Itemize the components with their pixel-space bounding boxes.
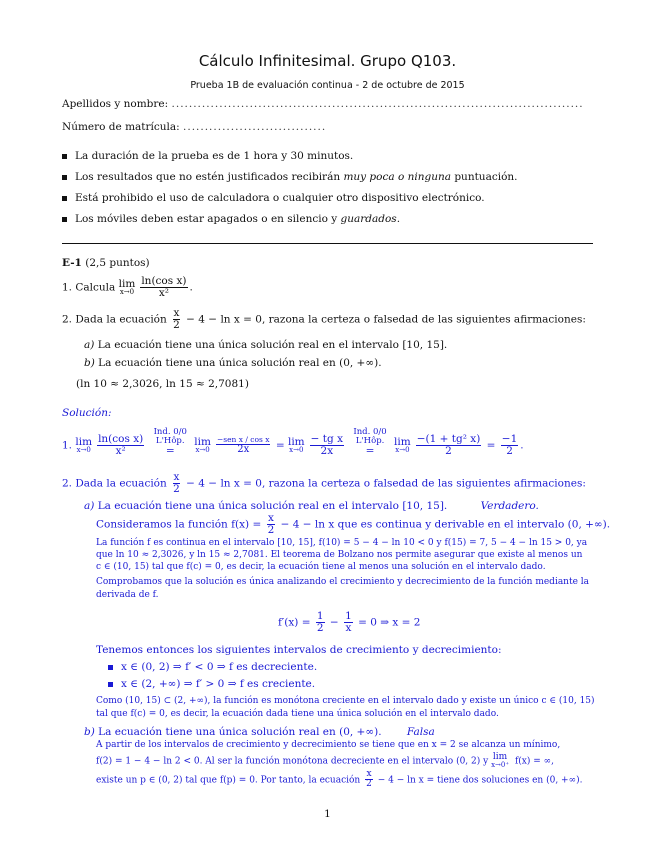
limit-expr: lim x→0 (194, 435, 211, 455)
bullet-icon (108, 682, 113, 687)
limit-expr: lim x→0 (118, 277, 136, 297)
page-title: Cálculo Infinitesimal. Grupo Q103. (198, 52, 457, 70)
rule-text: Está prohibido el uso de calculadora o cualquier otro dispositivo electrónico. (75, 192, 485, 204)
q2-number: 2. (62, 313, 73, 326)
bullet-icon (62, 217, 67, 222)
bullet-icon (62, 196, 67, 201)
rule-item (62, 171, 518, 183)
q1-number: 1. (62, 281, 73, 294)
name-label: Apellidos y nombre: (62, 98, 169, 110)
rule-emphasis: muy poca o ninguna (343, 171, 451, 183)
s1-frac: $\frac{\text{−(1 + tg² x)}}{2}$ (416, 432, 481, 457)
divider (62, 243, 593, 244)
q2-text: Dada la ecuación (75, 313, 167, 326)
question-2 (62, 308, 586, 331)
solution-heading: Solución: (62, 407, 112, 419)
name-line (62, 98, 584, 110)
solution-b-header: b) La ecuación tiene una única solución real en (0, +∞). Falsa (84, 726, 435, 738)
solution-a-p2: La función f es continua en el intervalo [10, 15], f(10) = 5 − 4 − ln 10 < 0 y f(15) = 7, 5 − 4 − ln 15 > 0, ya que ln 10 ≈ 2,3026, y ln 15 ≈ 2,7081. El teorema de Bolzano nos permite asegurar que existe al menos un c ∈ (10, 15) tal que f(c) = 0, es decir, la ecuación tiene al menos una solución en el intervalo dado. (96, 538, 588, 572)
solution-b-l1: A partir de los intervalos de crecimiento y decrecimiento se tiene que en x = 2 se alcanza un mínimo, (96, 740, 561, 750)
id-dots: ................................. (183, 121, 327, 133)
rule-text: . (396, 213, 401, 225)
hint: (ln 10 ≈ 2,3026, ln 15 ≈ 2,7081) (76, 378, 249, 390)
intervals-intro: Tenemos entonces los siguientes intervalos de crecimiento y decrecimiento: (96, 644, 502, 656)
id-label: Número de matrícula: (62, 121, 180, 133)
x-over-2: $\frac{x}{2}$ (173, 471, 180, 496)
rule-item (62, 150, 353, 162)
derivative-eq: f′(x) = $\frac{1}{2}$ − $\frac{1}{x}$ = 0 ⇒ x = 2 (278, 610, 421, 635)
page-subtitle: Prueba 1B de evaluación continua - 2 de octubre de 2015 (190, 80, 465, 91)
item-a: a) La ecuación tiene una única solución real en el intervalo [10, 15]. (84, 339, 448, 351)
name-dots: ............................................................................................... (171, 98, 584, 110)
verdict-true: Verdadero. (480, 500, 539, 512)
solution-b-l2: f(2) = 1 − 4 − ln 2 < 0. Al ser la función monótona decreciente en el intervalo (0, 2) y lim x→0⁺ f(x) = ∞, (96, 752, 554, 769)
x-over-2: $\frac{x}{2}$ (267, 512, 275, 537)
solution-1: 1. lim x→0 $\frac{\text{ln(cos x)}}{\text{x²}}$ Ind. 0/0 L'Hôp. = lim x→0 $\frac{\text{−sen x / cos x}}{2x}$ = lim x→0 $\frac{\text{− tg x}}{2x}$ Ind. 0/0 L'Hôp. = lim x→0 $\frac{\text{−(1 + tg² x)}}{2}$ = $\frac{-1}{2}$ . (62, 427, 524, 457)
s1-number: 1. (62, 439, 73, 452)
solution-b-l3: existe un p ∈ (0, 2) tal que f(p) = 0. Por tanto, la ecuación $\frac{x}{2}$ − 4 − ln x = tiene dos soluciones en (0, +∞). (96, 769, 583, 790)
solution-2: 2. Dada la ecuación $\frac{x}{2}$ − 4 − ln x = 0, razona la certeza o falsedad de las siguientes afirmaciones: (62, 471, 586, 496)
s1-frac: $\frac{\text{− tg x}}{2x}$ (310, 432, 343, 457)
q1-text: Calcula (75, 281, 116, 294)
interval-item: x ∈ (2, +∞) ⇒ f′ > 0 ⇒ f es creciente. (108, 678, 315, 690)
bullet-icon (62, 154, 67, 159)
solution-a-p1: Consideramos la función f(x) = $\frac{x}{2}$ − 4 − ln x que es continua y derivable en el intervalo (0, +∞). (96, 512, 611, 537)
rule-text: Los móviles deben estar apagados o en silencio y (75, 213, 341, 225)
rule-text: La duración de la prueba es de 1 hora y 30 minutos. (75, 150, 354, 162)
q2-text: − 4 − ln x = 0, razona la certeza o falsedad de las siguientes afirmaciones: (186, 313, 586, 326)
lhopital-note: Ind. 0/0 L'Hôp. = (153, 427, 187, 457)
solution-a-p3: Comprobamos que la solución es única analizando el crecimiento y decrecimiento de la función mediante la derivada de f. (96, 577, 590, 600)
q1-fraction: $\frac{\text{ln(cos x)}}{\text{x²}}$ (141, 275, 187, 300)
s1-frac: $\frac{\text{−sen x / cos x}}{2x}$ (216, 434, 270, 455)
page-number: 1 (324, 808, 331, 820)
s1-frac: $\frac{\text{ln(cos x)}}{\text{x²}}$ (98, 432, 144, 457)
verdict-false: Falsa (406, 726, 435, 738)
x-over-2: $\frac{x}{2}$ (173, 307, 180, 332)
item-b: b) La ecuación tiene una única solución real en (0, +∞). (84, 357, 382, 369)
bullet-icon (62, 175, 67, 180)
id-line (62, 121, 326, 133)
exercise-header (62, 257, 150, 269)
rule-text: puntuación. (451, 171, 518, 183)
bullet-icon (108, 665, 113, 670)
question-1: 1. Calcula lim x→0 $\frac{\text{ln(cos x)}}{\text{x²}}$ . (62, 275, 193, 300)
rule-text: Los resultados que no estén justificados recibirán (75, 171, 344, 183)
limit-expr: lim x→0 (75, 435, 93, 455)
solution-a-header: a) La ecuación tiene una única solución real en el intervalo [10, 15]. Verdadero. (84, 500, 539, 512)
limit-expr: lim x→0 (394, 435, 411, 455)
s1-frac: $\frac{-1}{2}$ (501, 432, 518, 457)
interval-item: x ∈ (0, 2) ⇒ f′ < 0 ⇒ f es decreciente. (108, 661, 317, 673)
lhopital-note: Ind. 0/0 L'Hôp. = (353, 427, 387, 457)
solution-a-p4: Como (10, 15) ⊂ (2, +∞), la función es monótona creciente en el intervalo dado y existe un único c ∈ (10, 15) tal que f(c) = 0, es decir, la ecuación dada tiene una única solución en el intervalo dado. (96, 696, 595, 719)
rule-item (62, 213, 400, 225)
rule-item (62, 192, 485, 204)
rule-emphasis: guardados (340, 213, 397, 225)
exercise-label: E-1 (62, 257, 82, 269)
limit-expr: lim x→0 (287, 435, 305, 455)
exercise-points: (2,5 puntos) (85, 257, 150, 269)
